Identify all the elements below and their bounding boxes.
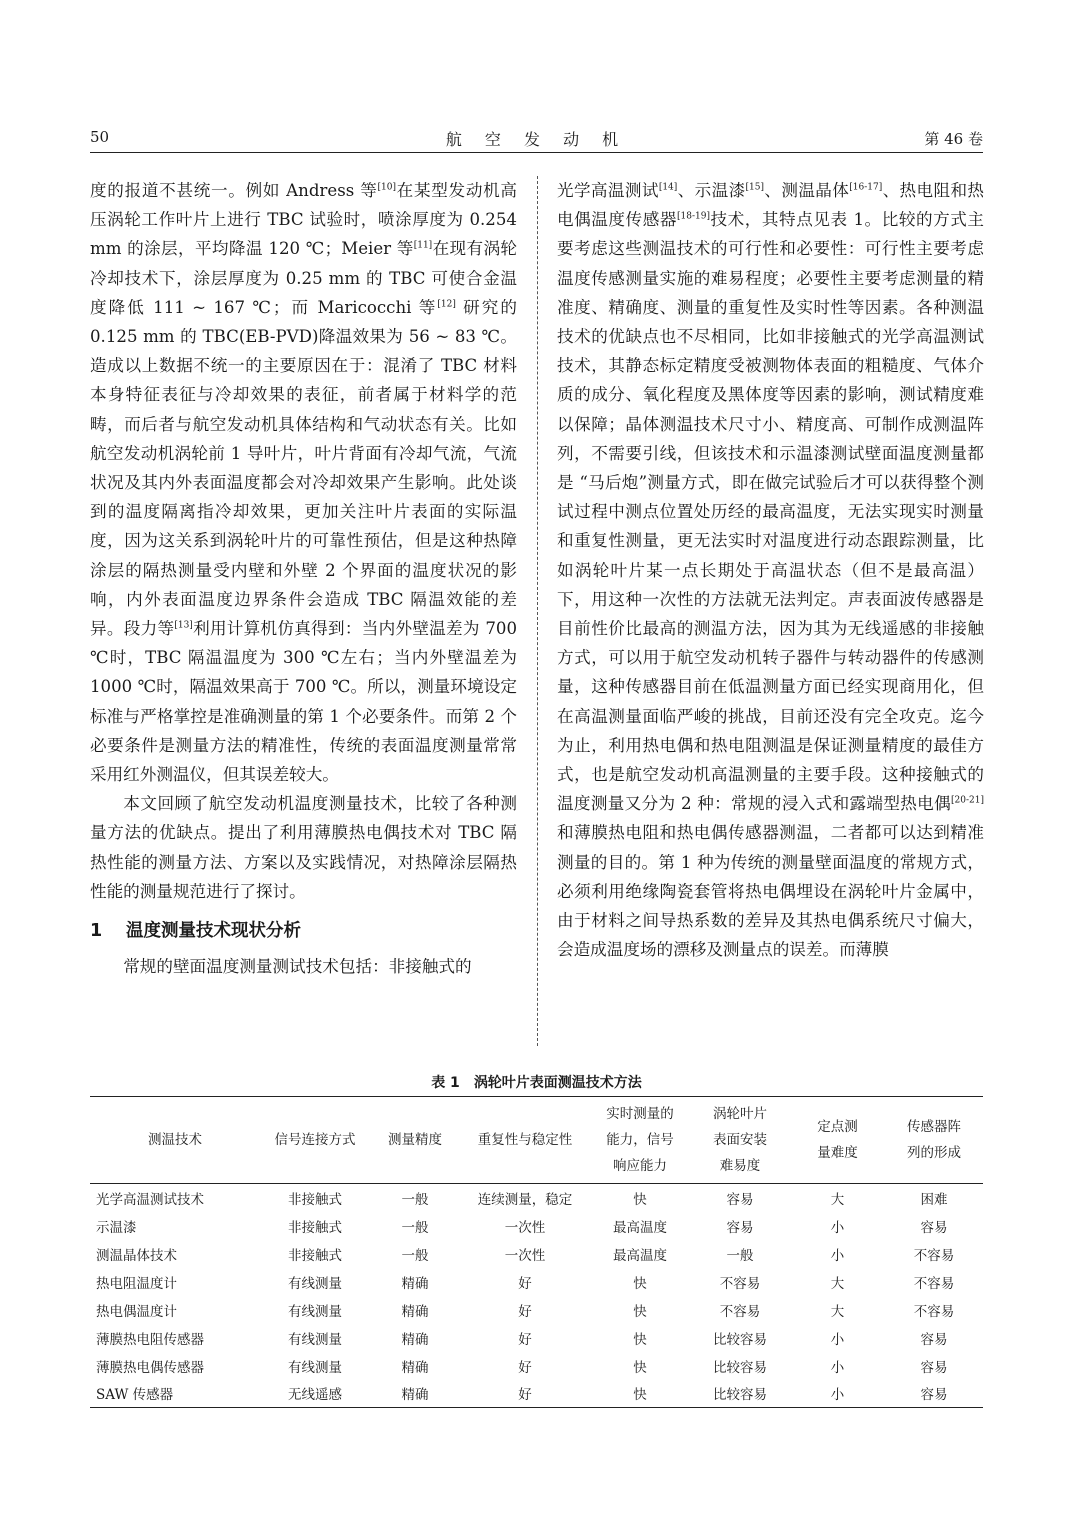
table-row xyxy=(90,1268,983,1296)
table-cell: 快 xyxy=(633,1275,647,1292)
paragraph-1 xyxy=(90,176,517,789)
table-cell: 精确 xyxy=(370,1380,460,1408)
table-row xyxy=(90,1324,983,1352)
section-title: 温度测量技术现状分析 xyxy=(126,921,301,942)
table-cell: 薄膜热电阻传感器 xyxy=(96,1331,204,1348)
text-run: 研究的 0.125 mm 的 TBC(EB-PVD)降温效果为 56 ~ 83 ℃。造成以上数据不统一的主要原因在于：混淆了 TBC 材料本身特征表征与冷却效果的表征，前者属于材料学的范畴，而后者与航空发动机具体结构和气动状态有关。比如航空发动机涡轮前 1 导叶片，叶片背面有冷却气流，气流状况及其内外表面温度都会对冷却效果产生影响。此处谈到的温度隔离指冷却效果，更加关注叶片表面的实际温度，因为这关系到涡轮叶片的可靠性预估，但是这种热障涂层的隔热测量受内壁和外壁 2 个界面的温度状况的影响，内外表面温度边界条件会造成 TBC 隔温效能的差异。段力等 xyxy=(90,297,517,639)
table-cell: 大 xyxy=(830,1191,845,1208)
citation: [18-19] xyxy=(676,211,710,222)
table-cell: 大 xyxy=(830,1275,845,1292)
citation: [16-17] xyxy=(849,182,883,193)
table-cell: 容易 xyxy=(920,1219,948,1236)
text-run: 技术，其特点见表 1。比较的方式主要考虑这些测温技术的可行性和必要性：可行性主要考虑温度传感测量实施的难易程度；必要性主要考虑测量的精准度、精确度、测量的重复性及实时性等因素。各种测温技术的优缺点也不尽相同，比如非接触式的光学高温测试技术，其静态标定精度受被测物体表面的粗糙度、气体介质的成分、氧化程度及黑体度等因素的影响，测试精度难以保障；晶体测温技术尺寸小、精度高、可制作成测温阵列，不需要引线，但该技术和示温漆测试壁面温度测量都是 “马后炮”测量方式，即在做完试验后才可以获得整个测试过程中测点位置处历经的最高温度，无法实现实时测量和重复性测量，更无法实时对温度进行动态跟踪测量，比如涡轮叶片某一点长期处于高温状态（但不是最高温）下，用这种一次性的方法就无法判定。声表面波传感器是目前性价比最高的测温方法，因为其为无线遥感的非接触方式，可以用于航空发动机转子器件与转动器件的传感测量，这种传感器目前在低温测量方面已经实现商用化，但在高温测量面临严峻的挑战，目前还没有完全攻克。迄今为止，利用热电偶和热电阻测温是保证测量精度的最佳方式，也是航空发动机高温测量的主要手段。这种接触式的温度测量又分为 2 种：常规的浸入式和露端型热电偶 xyxy=(557,210,984,814)
column-header xyxy=(790,1097,885,1184)
table-cell: 有线测量 xyxy=(288,1331,342,1348)
text-run: 、测温晶体 xyxy=(764,181,850,200)
text-run: 、示温漆 xyxy=(677,181,746,200)
volume-label: 第 46 卷 xyxy=(924,130,983,148)
text-run: 、热电阻和热电偶温度传感器 xyxy=(557,181,985,230)
table-cell: 比较容易 xyxy=(713,1331,767,1348)
table-label: 表 1 xyxy=(431,1075,460,1091)
header-line: 列的形成 xyxy=(907,1145,961,1161)
table-cell: 光学高温测试技术 xyxy=(96,1191,204,1208)
table-cell: 容易 xyxy=(726,1191,754,1208)
column-separator xyxy=(537,176,538,1046)
citation: [15] xyxy=(745,182,765,193)
table-cell: 非接触式 xyxy=(288,1247,342,1264)
section-heading xyxy=(90,916,517,946)
header-line: 重复性与稳定性 xyxy=(477,1132,573,1148)
table-cell: 无线遥感 xyxy=(260,1380,370,1408)
comparison-table xyxy=(90,1096,983,1408)
header-line: 测量精度 xyxy=(388,1132,442,1148)
table-cell: 好 xyxy=(518,1359,532,1376)
table-header-row xyxy=(90,1097,983,1184)
text-run: 利用计算机仿真得到：当内外壁温差为 700 ℃时，TBC 隔温温度为 300 ℃左右；当内外壁温差为 1000 ℃时，隔温效果高于 700 ℃。所以，测量环境设定标准与严格掌控是准确测量的第 1 个必要条件。而第 2 个必要条件是测量方法的精准性，传统的表面温度测量常常采用红外测温仪，但其误差较大。 xyxy=(90,619,517,785)
table-cell: 一般 xyxy=(401,1219,429,1236)
citation: [11] xyxy=(413,240,433,251)
table-cell: 不容易 xyxy=(913,1247,955,1264)
table-cell: 容易 xyxy=(920,1331,948,1348)
table-cell: 大 xyxy=(830,1303,845,1320)
table-cell: 非接触式 xyxy=(288,1191,342,1208)
text-run: 在现有涡轮冷却技术下，涂层厚度为 0.25 mm 的 TBC 可使合金温度降低 111 ~ 167 ℃；而 Maricocchi 等 xyxy=(90,239,517,317)
table-cell: 快 xyxy=(633,1359,647,1376)
table-cell: 容易 xyxy=(920,1359,948,1376)
table-cell: 薄膜热电偶传感器 xyxy=(96,1359,204,1376)
text-run: 度的报道不甚统一。例如 Andress 等 xyxy=(90,181,378,200)
column-header xyxy=(885,1097,983,1184)
column-header xyxy=(90,1097,260,1184)
header-rule xyxy=(90,152,983,153)
table-cell: 好 xyxy=(460,1380,590,1408)
table-cell: 最高温度 xyxy=(613,1247,667,1264)
table-cell: 精确 xyxy=(401,1303,429,1320)
table-cell: 小 xyxy=(830,1219,845,1236)
table-cell: 好 xyxy=(518,1303,532,1320)
right-column xyxy=(557,176,984,964)
table-cell: 一般 xyxy=(401,1191,429,1208)
table-cell: 比较容易 xyxy=(713,1359,767,1376)
table-cell: 快 xyxy=(590,1380,690,1408)
table-cell: 示温漆 xyxy=(96,1219,137,1236)
table-cell: 困难 xyxy=(920,1191,948,1208)
header-line: 能力，信号 xyxy=(606,1132,674,1148)
header-line: 测温技术 xyxy=(148,1132,202,1148)
paragraph-3: 常规的壁面温度测量测试技术包括：非接触式的 xyxy=(123,957,472,977)
table-cell: 不容易 xyxy=(719,1303,761,1320)
journal-title: 航 空 发 动 机 xyxy=(445,130,628,149)
header-line: 信号连接方式 xyxy=(274,1132,356,1148)
text-run: 和薄膜热电阻和热电偶传感器测温，二者都可以达到精准测量的目的。第 1 种为传统的测量壁面温度的常规方式，必须利用绝缘陶瓷套管将热电偶埋设在涡轮叶片金属中，由于材料之间导热系数的差异及其热电偶系统尺寸偏大，会造成温度场的漂移及测量点的误差。而薄膜 xyxy=(557,823,984,960)
table-cell: 容易 xyxy=(726,1219,754,1236)
table-row xyxy=(90,1184,983,1212)
header-line: 涡轮叶片 xyxy=(713,1106,767,1122)
table-row xyxy=(90,1296,983,1324)
table-cell: 比较容易 xyxy=(690,1380,790,1408)
table-cell: 连续测量，稳定 xyxy=(477,1191,573,1208)
table-cell: 好 xyxy=(518,1275,532,1292)
table-cell: 有线测量 xyxy=(288,1359,342,1376)
text-run: 光学高温测试 xyxy=(557,181,659,200)
table-cell: 一次性 xyxy=(504,1219,546,1236)
table-caption xyxy=(90,1072,983,1092)
page-header xyxy=(90,126,983,152)
paragraph-right xyxy=(557,176,984,964)
table-cell: 快 xyxy=(633,1303,647,1320)
table-cell: 一次性 xyxy=(504,1247,546,1264)
table-cell: 精确 xyxy=(401,1331,429,1348)
column-header xyxy=(370,1097,460,1184)
citation: [13] xyxy=(174,620,193,631)
page-number: 50 xyxy=(90,128,110,146)
column-header xyxy=(690,1097,790,1184)
table-cell: 快 xyxy=(633,1331,647,1348)
table-cell: 热电偶温度计 xyxy=(96,1303,177,1320)
table-row xyxy=(90,1380,983,1408)
header-line: 实时测量的 xyxy=(606,1106,674,1122)
table-row xyxy=(90,1352,983,1380)
table-cell: 快 xyxy=(633,1191,647,1208)
table-row xyxy=(90,1212,983,1240)
header-line: 响应能力 xyxy=(613,1158,667,1174)
table-cell: 精确 xyxy=(401,1275,429,1292)
table-cell: 好 xyxy=(518,1331,532,1348)
header-line: 量难度 xyxy=(817,1145,858,1161)
citation: [14] xyxy=(658,182,678,193)
table-cell: 不容易 xyxy=(719,1275,761,1292)
section-number: 1 xyxy=(90,921,103,942)
table-cell: 小 xyxy=(830,1331,845,1348)
table-cell: 精确 xyxy=(401,1359,429,1376)
table-cell: 有线测量 xyxy=(288,1275,342,1292)
table-cell: 小 xyxy=(830,1247,845,1264)
table-cell: 不容易 xyxy=(913,1303,955,1320)
header-line: 表面安装 xyxy=(713,1132,767,1148)
table-cell: 最高温度 xyxy=(613,1219,667,1236)
citation: [12] xyxy=(437,299,456,310)
table-cell: 非接触式 xyxy=(288,1219,342,1236)
table-cell: SAW 传感器 xyxy=(90,1380,260,1408)
table-row xyxy=(90,1240,983,1268)
table-cell: 热电阻温度计 xyxy=(96,1275,177,1292)
citation: [20-21] xyxy=(951,795,984,806)
header-line: 难易度 xyxy=(719,1158,761,1174)
header-line: 定点测 xyxy=(817,1119,858,1135)
table-cell: 容易 xyxy=(885,1380,983,1408)
left-column xyxy=(90,176,517,981)
table-cell: 小 xyxy=(830,1359,845,1376)
column-header xyxy=(590,1097,690,1184)
column-header xyxy=(460,1097,590,1184)
header-line: 传感器阵 xyxy=(907,1119,961,1135)
table-title: 涡轮叶片表面测温技术方法 xyxy=(473,1075,642,1091)
table-cell: 一般 xyxy=(401,1247,429,1264)
table-cell: 测温晶体技术 xyxy=(96,1247,177,1264)
table-cell: 有线测量 xyxy=(288,1303,342,1320)
column-header xyxy=(260,1097,370,1184)
table-cell: 一般 xyxy=(726,1247,754,1264)
table-cell: 不容易 xyxy=(913,1275,955,1292)
paragraph-2: 本文回顾了航空发动机温度测量技术，比较了各种测量方法的优缺点。提出了利用薄膜热电偶技术对 TBC 隔热性能的测量方法、方案以及实践情况，对热障涂层隔热性能的测量规范进行了探讨。 xyxy=(90,794,517,901)
table-cell: 小 xyxy=(790,1380,885,1408)
citation: [10] xyxy=(377,182,396,193)
text-run: 在某型发动机高压涡轮工作叶片上进行 TBC 试验时，喷涂厚度为 0.254 mm 的涂层，平均降温 120 ℃；Meier 等 xyxy=(90,181,517,259)
